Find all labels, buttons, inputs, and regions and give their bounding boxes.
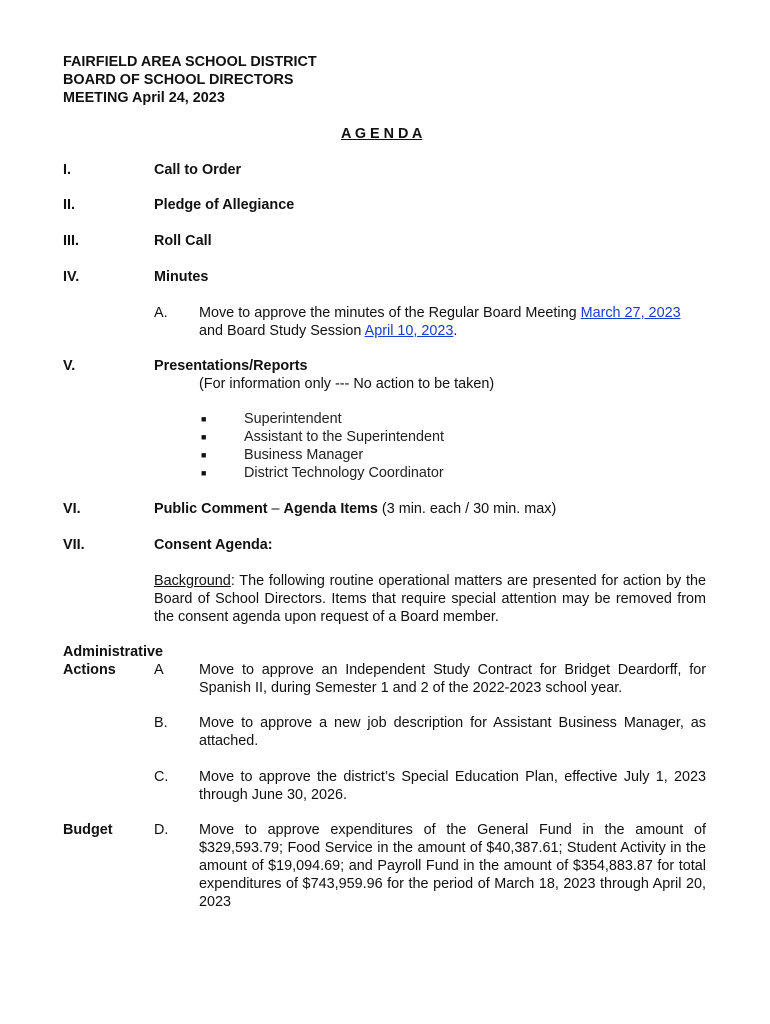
section-1-number: I.: [63, 162, 71, 178]
admin-item-a-text: Move to approve an Independent Study Contract for Bridget Deardorff, for Spanish II, during Semester 1 and 2 of the 2022-2023 school year.: [199, 662, 706, 696]
minutes-text-2: and Board Study Session: [199, 323, 365, 339]
admin-item-b-text: Move to approve a new job description for Assistant Business Manager, as attached.: [199, 715, 706, 749]
section-3-number: III.: [63, 233, 79, 249]
admin-item-c-letter: C.: [154, 769, 169, 785]
bullet-marker-icon: ■: [201, 450, 207, 460]
march-27-minutes-link[interactable]: March 27, 2023: [580, 305, 681, 321]
admin-actions-label-line2: Actions: [63, 662, 116, 678]
presentations-note: (For information only --- No action to be taken): [199, 376, 495, 392]
time-limit-note: (3 min. each / 30 min. max): [377, 501, 557, 517]
section-7-number: VII.: [63, 537, 85, 553]
section-7-title: Consent Agenda:: [154, 537, 273, 553]
title-dash: –: [267, 501, 284, 517]
admin-item-a-letter: A: [154, 662, 164, 678]
section-2-title: Pledge of Allegiance: [154, 197, 295, 213]
meeting-date: MEETING April 24, 2023: [63, 90, 225, 106]
board-name: BOARD OF SCHOOL DIRECTORS: [63, 72, 294, 88]
bullet-item: Business Manager: [244, 447, 364, 463]
minutes-item-letter: A.: [154, 305, 168, 321]
bullet-item: District Technology Coordinator: [244, 465, 444, 481]
section-1-title: Call to Order: [154, 162, 242, 178]
minutes-text-3: .: [453, 323, 458, 339]
minutes-item-line2: [199, 322, 457, 340]
bullet-marker-icon: ■: [201, 468, 207, 478]
section-2-number: II.: [63, 197, 75, 213]
minutes-item-line1: [199, 304, 681, 322]
section-4-title: Minutes: [154, 269, 209, 285]
section-6-title: [154, 500, 556, 518]
background-text: : The following routine operational matters are presented for action by the Board of School Directors. Items that require special attention may be removed from the consent agenda upon request of a Board member.: [154, 573, 706, 625]
section-5-title: Presentations/Reports: [154, 358, 308, 374]
budget-label: Budget: [63, 822, 113, 838]
budget-item-letter: D.: [154, 822, 169, 838]
bullet-marker-icon: ■: [201, 414, 207, 424]
agenda-items-label: Agenda Items: [283, 501, 378, 517]
agenda-title: A G E N D A: [341, 126, 423, 142]
april-10-minutes-link[interactable]: April 10, 2023: [364, 323, 454, 339]
section-6-number: VI.: [63, 501, 81, 517]
section-5-number: V.: [63, 358, 76, 374]
section-3-title: Roll Call: [154, 233, 212, 249]
district-name: FAIRFIELD AREA SCHOOL DISTRICT: [63, 54, 317, 70]
section-4-number: IV.: [63, 269, 80, 285]
admin-item-b-letter: B.: [154, 715, 168, 731]
bullet-item: Superintendent: [244, 411, 342, 427]
consent-background-paragraph: [154, 572, 706, 626]
bullet-marker-icon: ■: [201, 432, 207, 442]
admin-actions-label-line1: Administrative: [63, 644, 163, 660]
background-label: Background: [154, 573, 231, 589]
bullet-item: Assistant to the Superintendent: [244, 429, 445, 445]
budget-item-text: Move to approve expenditures of the General Fund in the amount of $329,593.79; Food Service in the amount of $40,387.61; Student Activity in the amount of $19,094.69; and Payroll Fund in the amount of $354,883.87 for total expenditures of $743,959.96 for the period of March 18, 2023 through April 20, 2023: [199, 822, 706, 910]
admin-item-c-text: Move to approve the district’s Special Education Plan, effective July 1, 2023 through June 30, 2026.: [199, 769, 706, 803]
minutes-text-1: Move to approve the minutes of the Regular Board Meeting: [199, 305, 581, 321]
public-comment-label: Public Comment: [154, 501, 268, 517]
